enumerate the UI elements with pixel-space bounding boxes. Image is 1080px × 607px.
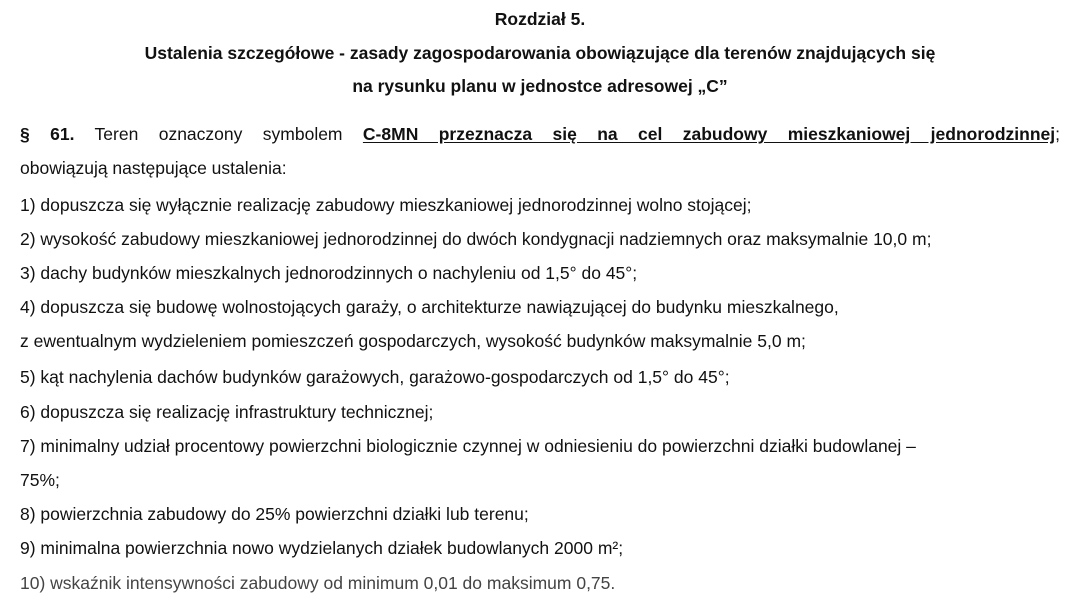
list-item-7: 7) minimalny udział procentowy powierzchni biologicznie czynnej w odniesieniu do powierzchni działki budowlanej – (20, 436, 916, 456)
list-item-1: 1) dopuszcza się wyłącznie realizację zabudowy mieszkaniowej jednorodzinnej wolno stojącej; (20, 195, 752, 215)
list-item-10: 10) wskaźnik intensywności zabudowy od minimum 0,01 do maksimum 0,75. (20, 573, 616, 593)
chapter-title: Rozdział 5. (494, 9, 586, 29)
list-item-5: 5) kąt nachylenia dachów budynków garażowych, garażowo-gospodarczych od 1,5° do 45°; (20, 367, 730, 387)
section-sign: § (20, 124, 30, 144)
paragraph-intro-end: ; (1055, 124, 1060, 144)
list-item-2: 2) wysokość zabudowy mieszkaniowej jednorodzinnej do dwóch kondygnacji nadziemnych oraz maksymalnie 10,0 m; (20, 229, 932, 249)
list-item-3: 3) dachy budynków mieszkalnych jednorodzinnych o nachyleniu od 1,5° do 45°; (20, 263, 638, 283)
chapter-subtitle-line-2: na rysunku planu w jednostce adresowej „C” (352, 76, 728, 96)
paragraph-intro-line (20, 124, 1060, 145)
list-item-8: 8) powierzchnia zabudowy do 25% powierzchni działki lub terenu; (20, 504, 529, 524)
paragraph-intro-text: Teren oznaczony symbolem (94, 124, 343, 144)
list-item-4: 4) dopuszcza się budowę wolnostojących garaży, o architekturze nawiązującej do budynku mieszkalnego, (20, 297, 839, 317)
list-item-4-continuation: z ewentualnym wydzieleniem pomieszczeń gospodarczych, wysokość budynków maksymalnie 5,0 m; (20, 331, 806, 351)
chapter-subtitle-line-1: Ustalenia szczegółowe - zasady zagospodarowania obowiązujące dla terenów znajdujących się (144, 43, 936, 63)
paragraph-continuation: obowiązują następujące ustalenia: (20, 158, 287, 178)
list-item-6: 6) dopuszcza się realizację infrastruktury technicznej; (20, 402, 434, 422)
list-item-9: 9) minimalna powierzchnia nowo wydzielanych działek budowlanych 2000 m²; (20, 538, 624, 558)
zoning-symbol-text: C-8MN przeznacza się na cel zabudowy mieszkaniowej jednorodzinnej (362, 124, 1056, 144)
list-item-7-continuation: 75%; (20, 470, 60, 490)
paragraph-number: 61. (50, 124, 75, 144)
